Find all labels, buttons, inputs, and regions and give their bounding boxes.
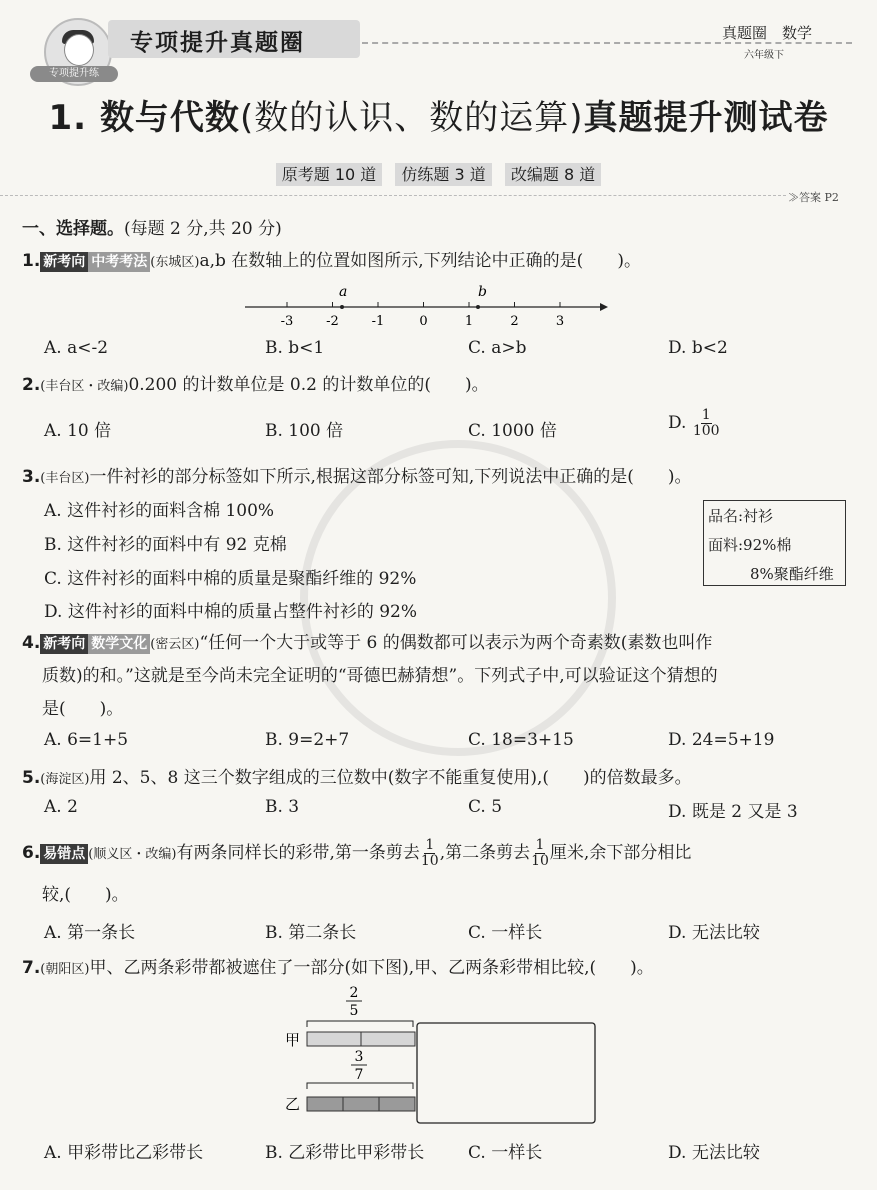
number-line-tick-label: -2 [326,314,339,329]
q6-option-b[interactable]: B. 第二条长 [265,923,357,943]
count-practice: 仿练题 3 道 [395,163,491,186]
answer-reference: ≫答案 P2 [788,191,839,204]
q2-option-a[interactable]: A. 10 倍 [44,421,112,441]
question-4-line-2: 质数)的和。”这就是至今尚未完全证明的“哥德巴赫猜想”。下列式子中,可以验证这个猜想的 [42,666,718,686]
title-main-a: 数与代数 [99,98,240,138]
number-line-tick-label: -3 [280,314,294,329]
q7-option-b[interactable]: B. 乙彩带比甲彩带长 [265,1143,425,1163]
book-name: 真题圈 数学 [722,24,813,42]
point-b-label: b [478,284,487,300]
tag-exam-method: 中考考法 [88,252,150,272]
question-3: 3.(丰台区)一件衬衫的部分标签如下所示,根据这部分标签可知,下列说法中正确的是( )。 [22,467,692,487]
fraction-1-10-b: $\frac{1}{10}$ [531,837,549,869]
question-4-line-3: 是( )。 [42,699,124,719]
label-line-2: 面料:92%棉 [708,536,792,554]
q1-option-a[interactable]: A. a<-2 [44,338,109,358]
q2-option-c[interactable]: C. 1000 倍 [468,421,557,441]
number-line-tick-label: 1 [464,314,474,329]
q6-option-c[interactable]: C. 一样长 [468,923,543,943]
q5-option-a[interactable]: A. 2 [44,797,78,817]
jia-label: 甲 [285,1031,301,1049]
question-4: 4. 新考向 数学文化 (密云区)“任何一个大于或等于 6 的偶数都可以表示为两个奇素数(素数也叫作 [22,633,713,653]
tag-new-trend: 新考向 [40,252,88,272]
tag-new-trend: 新考向 [40,634,88,654]
q1-option-b[interactable]: B. b<1 [265,338,325,358]
count-adapted: 改编题 8 道 [505,163,601,186]
question-5: 5.(海淀区)用 2、5、8 这三个数字组成的三位数中(数字不能重复使用),( )的倍数最多。 [22,768,692,788]
question-6: 6. 易错点 (顺义区・改编)有两条同样长的彩带,第一条剪去 $\frac{1}{10}$ ,第二条剪去 $\frac{1}{10}$ 厘米,余下部分相比 [22,837,692,869]
q6-option-a[interactable]: A. 第一条长 [44,923,136,943]
q3-option-d[interactable]: D. 这件衬衫的面料中棉的质量占整件衬衫的 92% [44,602,418,622]
q2-option-b[interactable]: B. 100 倍 [265,421,344,441]
shirt-label-box [703,500,846,586]
q5-option-c[interactable]: C. 5 [468,797,503,817]
title-main-b: 真题提升测试卷 [583,98,829,138]
question-1: 1. 新考向 中考考法 (东城区)a,b 在数轴上的位置如图所示,下列结论中正确的是( )。 [22,251,641,271]
point-b-mark [476,305,480,309]
point-a-mark [340,305,344,309]
q1-option-c[interactable]: C. a>b [468,338,527,358]
grade-label: 六年级下 [744,50,784,61]
number-line-tick-label: 3 [555,314,565,329]
q5-option-b[interactable]: B. 3 [265,797,300,817]
number-line-tick-label: 0 [419,314,428,329]
series-title: 专项提升真题圈 [130,30,305,56]
section-heading: 一、选择题。(每题 2 分,共 20 分) [22,219,282,239]
yi-label: 乙 [285,1095,301,1113]
q4-option-b[interactable]: B. 9=2+7 [265,730,350,750]
point-a-label: a [339,284,348,300]
title-paren: (数的认识、数的运算) [239,98,584,138]
q7-option-c[interactable]: C. 一样长 [468,1143,543,1163]
q7-option-d[interactable]: D. 无法比较 [668,1143,760,1163]
q3-option-a[interactable]: A. 这件衬衫的面料含棉 100% [44,501,275,521]
fraction-1-100: $\frac{1}{100}$ [692,407,720,439]
yi-fraction-den: 7 [354,1067,364,1083]
question-6-line-2: 较,( )。 [42,885,129,905]
label-line-3: 8%聚酯纤维 [750,565,834,583]
answer-divider [0,195,786,196]
number-line-tick-label: -1 [371,314,385,329]
yi-ribbon [307,1097,415,1111]
q4-option-d[interactable]: D. 24=5+19 [668,730,775,750]
q1-option-d[interactable]: D. b<2 [668,338,728,358]
q5-option-d[interactable]: D. 既是 2 又是 3 [668,802,798,822]
page-title [0,90,877,139]
section-score: (每题 2 分,共 20 分) [124,219,282,239]
q6-option-d[interactable]: D. 无法比较 [668,923,760,943]
avatar-ribbon: 专项提升练 [30,66,118,82]
jia-fraction-num: 2 [349,985,359,1001]
title-number: 1. [48,98,88,138]
tag-error-prone: 易错点 [40,844,88,864]
q4-option-a[interactable]: A. 6=1+5 [44,730,129,750]
q2-option-d[interactable]: D. $\frac{1}{100}$ [668,407,720,439]
tag-math-culture: 数学文化 [88,634,150,654]
ribbon-figure [280,985,600,1125]
label-line-1: 品名:衬衫 [708,507,774,525]
question-counts [0,162,877,185]
question-7: 7.(朝阳区)甲、乙两条彩带都被遮住了一部分(如下图),甲、乙两条彩带相比较,( )。 [22,958,654,978]
number-line-tick-label: 2 [510,314,519,329]
question-2: 2.(丰台区・改编)0.200 的计数单位是 0.2 的计数单位的( )。 [22,375,489,395]
fraction-1-10-a: $\frac{1}{10}$ [420,837,439,869]
q3-option-c[interactable]: C. 这件衬衫的面料中棉的质量是聚酯纤维的 92% [44,569,417,589]
number-line-figure [240,280,610,330]
q3-option-b[interactable]: B. 这件衬衫的面料中有 92 克棉 [44,535,287,555]
jia-fraction-den: 5 [349,1003,359,1019]
yi-fraction-num: 3 [354,1049,364,1065]
cover-box [417,1023,595,1123]
q7-option-a[interactable]: A. 甲彩带比乙彩带长 [44,1143,204,1163]
count-original: 原考题 10 道 [276,163,383,186]
q4-option-c[interactable]: C. 18=3+15 [468,730,574,750]
